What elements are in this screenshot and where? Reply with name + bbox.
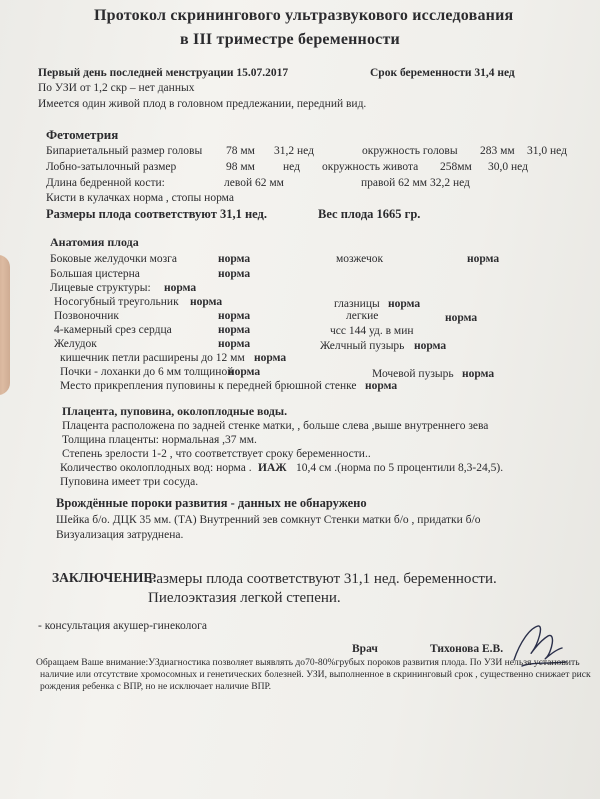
cervix-line: Шейка б/о. ДЦК 35 мм. (ТА) Внутренний зев сомкнут Стенки матки б/о , придатки б/о <box>56 514 481 526</box>
spine-label: Позвоночник <box>54 310 119 322</box>
disclaimer-line3: рождения ребенка с ВПР, но не исключает наличие ВПР. <box>40 681 272 692</box>
nasolabial-label: Носогубный треугольник <box>54 296 179 308</box>
stomach-label: Желудок <box>54 338 97 350</box>
hc-weeks: 31,0 нед <box>527 145 567 157</box>
lungs-value: норма <box>445 312 478 324</box>
ofd-weeks: нед <box>283 161 300 173</box>
bpd-label: Бипариетальный размер головы <box>46 145 203 157</box>
gestational-age: Срок беременности 31,4 нед <box>370 67 515 79</box>
previous-ultrasound: По УЗИ от 1,2 скр – нет данных <box>38 82 195 94</box>
cord-insertion-value: норма <box>365 380 398 392</box>
orbits-label: глазницы <box>334 298 380 310</box>
fl-label: Длина бедренной кости: <box>46 177 165 189</box>
fl-right: правой 62 мм 32,2 нед <box>361 177 470 189</box>
placenta-thickness: Толщина плаценты: нормальная ,37 мм. <box>62 434 257 446</box>
spine-value: норма <box>218 310 251 322</box>
disclaimer-line2: наличие или отсутствие хромосомных и генетических болезней. УЗИ, выполненное в скрининговый срок , существенно снижает риск <box>40 669 591 680</box>
nasolabial-value: норма <box>190 296 223 308</box>
ofd-label: Лобно-затылочный размер <box>46 161 177 173</box>
stomach-value: норма <box>218 338 251 350</box>
document-title-line2: в III триместре беременности <box>180 31 400 48</box>
amniotic-fluid: Количество околоплодных вод: норма . <box>60 462 252 474</box>
ac-weeks: 30,0 нед <box>488 161 528 173</box>
hc-mm: 283 мм <box>480 145 515 157</box>
kidneys-value: норма <box>228 366 261 378</box>
doctor-name: Тихонова Е.В. <box>430 643 504 655</box>
gallbladder-label: Желчный пузырь <box>320 340 405 352</box>
bpd-weeks: 31,2 нед <box>274 145 314 157</box>
anatomy-heading: Анатомия плода <box>50 235 139 249</box>
bladder-label: Мочевой пузырь <box>372 368 454 380</box>
bowel-label: кишечник петли расширены до 12 мм <box>60 352 245 364</box>
lungs-label: легкие <box>346 310 379 322</box>
document-title-line1: Протокол скринингового ультразвукового исследования <box>94 7 514 24</box>
heart-label: 4-камерный срез сердца <box>54 324 172 336</box>
cord-vessels: Пуповина имеет три сосуда. <box>60 476 199 488</box>
conclusion-label: ЗАКЛЮЧЕНИЕ: <box>52 570 157 585</box>
lmp-date: Первый день последней менструации 15.07.2017 <box>38 67 289 79</box>
consultation-note: - консультация акушер-гинеколога <box>38 620 207 632</box>
face-label: Лицевые структуры: <box>50 282 151 294</box>
cistern-label: Большая цистерна <box>50 268 140 280</box>
bpd-mm: 78 мм <box>226 145 255 157</box>
fetus-presentation: Имеется один живой плод в головном предлежании, передний вид. <box>38 98 367 110</box>
face-value: норма <box>164 282 197 294</box>
fetal-weight: Вес плода 1665 гр. <box>318 207 421 221</box>
ventricles-value: норма <box>218 253 251 265</box>
placenta-maturity: Степень зрелости 1-2 , что соответствует сроку беременности.. <box>62 448 371 460</box>
disclaimer-line1: Обращаем Ваше внимание:УЗдиагностика позволяет выявлять до70-80%грубых пороков развития плода. По УЗИ нельзя установить <box>36 657 580 668</box>
defects-heading: Врождённые пороки развития - данных не обнаружено <box>56 496 367 510</box>
gallbladder-value: норма <box>414 340 447 352</box>
ofd-mm: 98 мм <box>226 161 255 173</box>
ac-mm: 258мм <box>440 161 472 173</box>
doctor-label: Врач <box>352 643 378 655</box>
kidneys-label: Почки - лоханки до 6 мм толщиной <box>60 366 234 378</box>
visualization-line: Визуализация затруднена. <box>56 529 184 541</box>
hands-feet: Кисти в кулачках норма , стопы норма <box>46 192 234 204</box>
afi-label: ИАЖ <box>258 462 287 474</box>
cord-insertion-label: Место прикрепления пуповины к передней брюшной стенке <box>60 380 357 392</box>
conclusion-line1: Размеры плода соответствуют 31,1 нед. беременности. <box>148 571 497 587</box>
heart-rate: чсс 144 уд. в мин <box>330 325 414 337</box>
heart-value: норма <box>218 324 251 336</box>
ventricles-label: Боковые желудочки мозга <box>50 253 177 265</box>
cerebellum-value: норма <box>467 253 500 265</box>
fl-left: левой 62 мм <box>224 177 284 189</box>
orbits-value: норма <box>388 298 421 310</box>
conclusion-line2: Пиелоэктазия легкой степени. <box>148 590 341 606</box>
cistern-value: норма <box>218 268 251 280</box>
hc-label: окружность головы <box>362 145 458 157</box>
bowel-value: норма <box>254 352 287 364</box>
bladder-value: норма <box>462 368 495 380</box>
finger-photo-artifact <box>0 255 10 395</box>
afi-value: 10,4 см .(норма по 5 процентили 8,3-24,5). <box>296 462 504 474</box>
cerebellum-label: мозжечок <box>336 253 384 265</box>
placenta-heading: Плацента, пуповина, околоплодные воды. <box>62 404 288 418</box>
placenta-location: Плацента расположена по задней стенке матки, , больше слева ,выше внутреннего зева <box>62 420 489 432</box>
fetometry-conclusion: Размеры плода соответствуют 31,1 нед. <box>46 207 267 221</box>
fetometry-heading: Фетометрия <box>46 127 119 142</box>
ac-label: окружность живота <box>322 161 419 173</box>
